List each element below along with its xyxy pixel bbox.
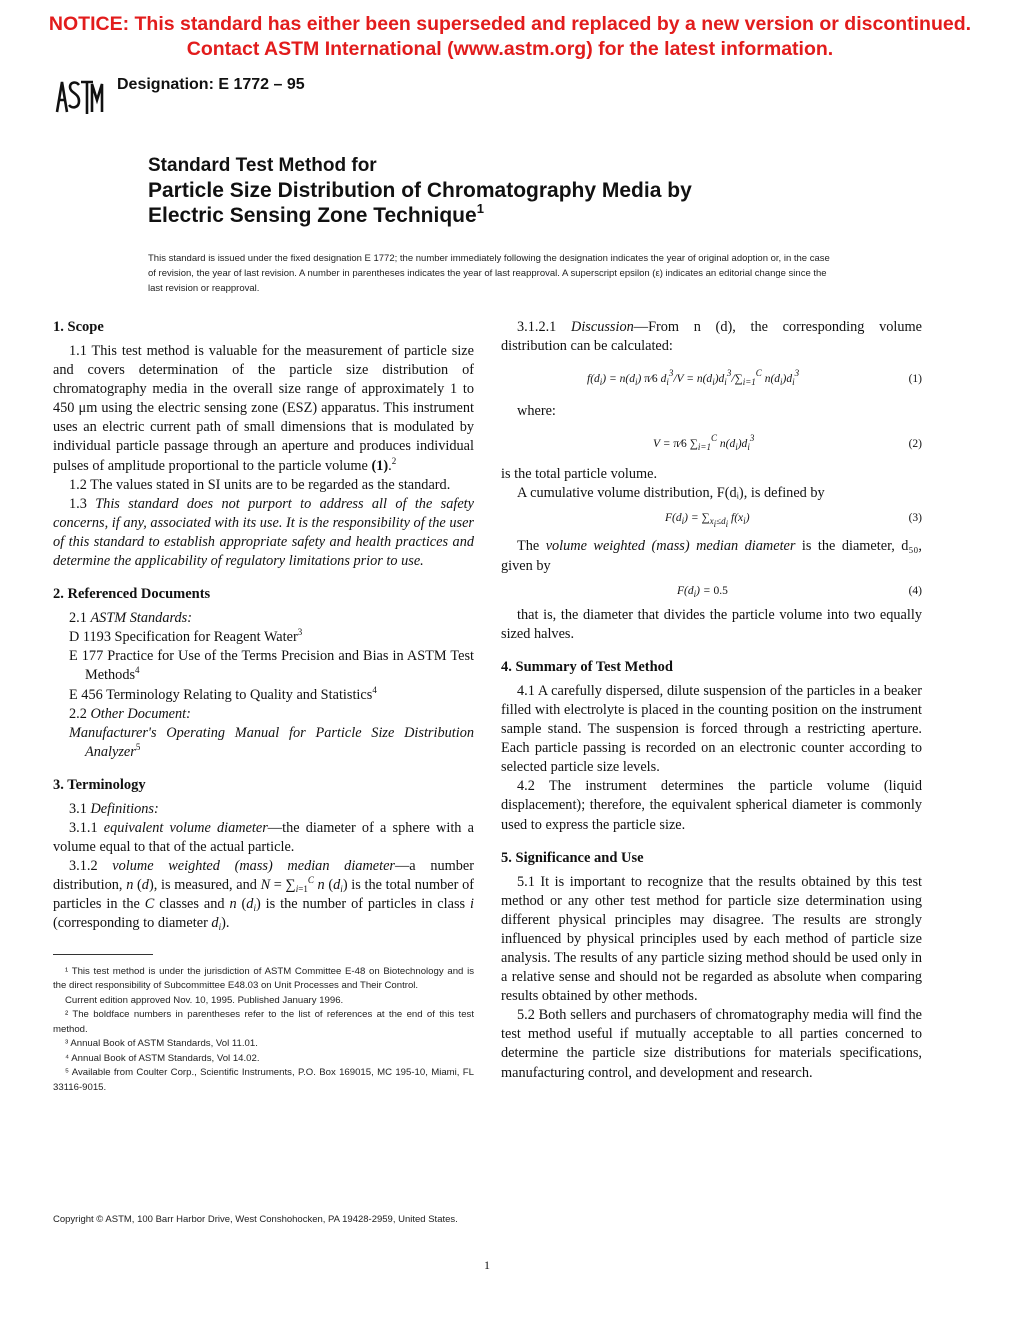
equation-4-number: (4) bbox=[908, 584, 922, 597]
footnote-1: ¹ This test method is under the jurisdiction of ASTM Committee E-48 on Biotechnology and is the direct responsibility of Subcommittee E48.03 on Unit Processes and Their Control. bbox=[53, 965, 474, 992]
that-is-text: that is, the diameter that divides the particle volume into two equally sized halves. bbox=[501, 606, 922, 642]
para-3-1-2: 3.1.2 volume weighted (mass) median diameter—a number distribution, n (d), is measured, and $N = \sum_{i=1}^C$ n $(d_i)$ is the total number of particles in the C classes and n $(d_i)$ is the number of particles in class i (corresponding to diameter $d_i$). bbox=[53, 858, 475, 933]
para-3-1-1: 3.1.1 equivalent volume diameter—the diameter of a sphere with a volume equal to that of the actual particle. bbox=[53, 819, 474, 856]
para-1-1: 1.1 This test method is valuable for the measurement of particle size and covers determination of the particle size distribution of chromatography media in the overall size range of approximately 1 to 450 μm using the electric sensing zone (ESZ) apparatus. This instrument uses an electric current path of small dimensions that is modulated by individual particle passage through an aperture and produces individual pulses of amplitude proportional to the particle volume (1).$^2$ bbox=[53, 343, 474, 474]
cumulative-text: A cumulative volume distribution, F(dᵢ), is defined by bbox=[517, 485, 825, 502]
equation-4: $F(d_i) = 0.5$ (4) bbox=[501, 576, 922, 606]
footnote-2: ² The boldface numbers in parentheses refer to the list of references at the end of this test method. bbox=[53, 1009, 474, 1035]
supersession-notice bbox=[0, 12, 1020, 62]
equation-1-number: (1) bbox=[908, 373, 922, 386]
para-4-2: 4.2 The instrument determines the particle volume (liquid displacement); therefore, the equivalent spherical diameter is commonly used to express the particle size. bbox=[501, 778, 922, 833]
ref-e177: E 177 Practice for Use of the Terms Precision and Bias in ASTM Test Methods$^4$ bbox=[69, 648, 474, 684]
total-volume-text: is the total particle volume. bbox=[501, 466, 658, 483]
section-1-heading: 1. Scope bbox=[53, 319, 104, 335]
footnote-divider bbox=[53, 954, 153, 955]
title-line-3: Electric Sensing Zone Technique bbox=[148, 204, 477, 227]
section-3-heading: 3. Terminology bbox=[53, 776, 146, 793]
section-4-heading: 4. Summary of Test Method bbox=[501, 658, 673, 675]
ref-e456: E 456 Terminology Relating to Quality and Statistics$^4$ bbox=[69, 684, 377, 703]
para-2-2: 2.2 Other Document: bbox=[69, 705, 191, 722]
equation-3-number: (3) bbox=[908, 512, 922, 525]
para-1-3: 1.3 This standard does not purport to address all of the safety concerns, if any, associated with its use. It is the responsibility of the user of this standard to establish appropriate safety and health practices and determine the applicability of regulatory limitations prior to use. bbox=[53, 495, 474, 570]
where-label: where: bbox=[517, 403, 556, 420]
copyright-line: Copyright © ASTM, 100 Barr Harbor Drive, West Conshohocken, PA 19428-2959, United States. bbox=[53, 1214, 458, 1225]
page-number: 1 bbox=[484, 1258, 490, 1272]
notice-line-2: Contact ASTM International (www.astm.org) for the latest information. bbox=[186, 38, 834, 60]
median-diameter-text: The volume weighted (mass) median diameter is the diameter, d₅₀, given by bbox=[501, 538, 922, 574]
footnote-edition: Current edition approved Nov. 10, 1995. Published January 1996. bbox=[65, 994, 344, 1006]
issued-note: This standard is issued under the fixed designation E 1772; the number immediately following the designation indicates the year of original adoption or, in the case of revision, the year of last revision. A number in parentheses indicates the year of last reapproval. A superscript epsilon (ε) indicates an editorial change since the last revision or reapproval. bbox=[148, 253, 830, 294]
footnote-5: ⁵ Available from Coulter Corp., Scientific Instruments, P.O. Box 169015, MC 195-10, Miami, FL 33116-9015. bbox=[53, 1067, 474, 1093]
footnotes bbox=[53, 965, 474, 1096]
right-column bbox=[501, 318, 922, 1083]
para-3-1: 3.1 Definitions: bbox=[69, 800, 159, 817]
designation: Designation: E 1772 – 95 bbox=[117, 76, 305, 93]
equation-2-number: (2) bbox=[908, 438, 922, 451]
title-footnote-mark: 1 bbox=[476, 201, 484, 216]
left-column bbox=[53, 318, 474, 1095]
document-title bbox=[148, 153, 692, 228]
para-5-2: 5.2 Both sellers and purchasers of chromatography media will find the test method useful if mutually acceptable to all parties concerned to determine the particle size distributions for materials specifications, manufacturing control, and development and research. bbox=[501, 1007, 922, 1081]
para-1-2: 1.2 The values stated in SI units are to be regarded as the standard. bbox=[69, 476, 451, 493]
ref-manufacturer-manual: Manufacturer's Operating Manual for Particle Size Distribution Analyzer$^5$ bbox=[69, 724, 474, 760]
para-2-1: 2.1 ASTM Standards: bbox=[69, 610, 192, 627]
section-5-heading: 5. Significance and Use bbox=[501, 849, 644, 866]
footnote-4: ⁴ Annual Book of ASTM Standards, Vol 14.02. bbox=[65, 1052, 260, 1064]
title-line-2: Particle Size Distribution of Chromatography Media by bbox=[148, 179, 692, 202]
astm-logo-icon bbox=[54, 76, 104, 116]
para-5-1: 5.1 It is important to recognize that the results obtained by this test method or any other test method for particle size determination using different physical principles may disagree. The results are strongly influenced by physical principles used by each method of particle size analysis. The results of any particle sizing method should be used only in a relative sense and should not be regarded as absolute when comparing results obtained by other methods. bbox=[501, 873, 922, 1005]
equation-2: V = π⁄6 $\sum_{i=1}^C$ $n(d_i)d_i^3$ (2) bbox=[501, 421, 922, 465]
para-3-1-2-1: 3.1.2.1 Discussion—From n (d), the corresponding volume distribution can be calculated: bbox=[501, 319, 922, 355]
title-line-1: Standard Test Method for bbox=[148, 155, 377, 176]
equation-3: $F(d_i) = \sum_{x_i\le d_i}$ $f(x_i)$ (3) bbox=[501, 503, 922, 537]
para-4-1: 4.1 A carefully dispersed, dilute suspension of the particles in a beaker filled with electrolyte is placed in the counting position on the instrument sample stand. The suspension is forced through a restricting aperture. Each particle passing is recorded on an electronic counter according to selected particle size levels. bbox=[501, 682, 922, 776]
ref-d1193: D 1193 Specification for Reagent Water$^3$ bbox=[69, 627, 303, 646]
notice-line-1: NOTICE: This standard has either been superseded and replaced by a new version or discontinued. bbox=[48, 13, 972, 35]
footnote-3: ³ Annual Book of ASTM Standards, Vol 11.01. bbox=[65, 1038, 258, 1050]
equation-1: $f(d_i) = n(d_i)$ π⁄6 $d_i^3/V = n(d_i)d_i^3/\sum_{i=1}^C$ $n(d_i)d_i^3$ (1) bbox=[501, 356, 922, 402]
section-2-heading: 2. Referenced Documents bbox=[53, 586, 211, 603]
